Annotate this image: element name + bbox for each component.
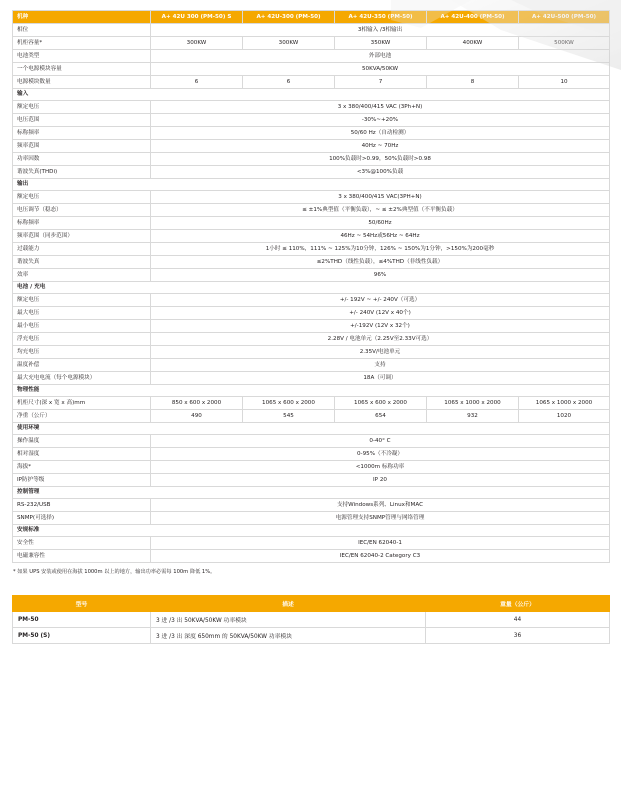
spec-section-row bbox=[13, 179, 610, 191]
spec-row-label: 谐波失真 bbox=[13, 256, 151, 269]
spec-row-value: ≤ ±1%典型值（平衡负载），~ ≤ ±2%典型值（不平衡负载） bbox=[151, 204, 610, 217]
spec-row-value: ≤2%THD（线性负载），≤4%THD（非线性负载） bbox=[151, 256, 610, 269]
spec-row bbox=[13, 435, 610, 448]
spec-row-value: 932 bbox=[427, 410, 519, 423]
spec-row-value: 490 bbox=[151, 410, 243, 423]
spec-row-label: 电压调节（稳态） bbox=[13, 204, 151, 217]
spec-row-label: 最大电压 bbox=[13, 307, 151, 320]
spec-row-label: 最小电压 bbox=[13, 320, 151, 333]
spec-row-label: 额定电压 bbox=[13, 101, 151, 114]
spec-header-cell: A+ 42U-400 (PM-50) bbox=[427, 11, 519, 24]
spec-row-value: 2.28V / 电池单元（2.25V至2.33V可选） bbox=[151, 333, 610, 346]
spec-row-label: 功率因数 bbox=[13, 153, 151, 166]
spec-section-label: 输入 bbox=[13, 89, 610, 101]
spec-section-row bbox=[13, 282, 610, 294]
spec-header-cell: A+ 42U-300 (PM-50) bbox=[243, 11, 335, 24]
spec-row bbox=[13, 50, 610, 63]
spec-row-label: 浮充电压 bbox=[13, 333, 151, 346]
spec-row bbox=[13, 474, 610, 487]
spec-row-label: 机柜尺寸(深 x 宽 x 高)mm bbox=[13, 397, 151, 410]
spec-row-value: <1000m 标称功率 bbox=[151, 461, 610, 474]
spec-row-value: 500KW bbox=[519, 37, 610, 50]
model-weight: 44 bbox=[426, 612, 610, 628]
model-table-body bbox=[13, 596, 610, 644]
spec-row bbox=[13, 294, 610, 307]
spec-section-row bbox=[13, 385, 610, 397]
spec-row bbox=[13, 333, 610, 346]
spec-row-value: 1065 x 1000 x 2000 bbox=[519, 397, 610, 410]
spec-row bbox=[13, 191, 610, 204]
spec-row-value: 40Hz ~ 70Hz bbox=[151, 140, 610, 153]
spec-row-label: 额定电压 bbox=[13, 191, 151, 204]
spec-section-row bbox=[13, 89, 610, 101]
spec-row-label: 电源模块数量 bbox=[13, 76, 151, 89]
spec-row-label: 效率 bbox=[13, 269, 151, 282]
spec-row bbox=[13, 269, 610, 282]
spec-row bbox=[13, 512, 610, 525]
spec-row bbox=[13, 76, 610, 89]
spec-row bbox=[13, 550, 610, 563]
spec-row-value: 300KW bbox=[151, 37, 243, 50]
spec-row-value: 2.35V/电池单元 bbox=[151, 346, 610, 359]
spec-row-value: IEC/EN 62040-1 bbox=[151, 537, 610, 550]
spec-row-label: 操作温度 bbox=[13, 435, 151, 448]
spec-row-value: 1小时 ≤ 110%，111% ~ 125%为10分钟，126% ~ 150%为1分钟，>150%为200毫秒 bbox=[151, 243, 610, 256]
model-description: 3 进 /3 出 50KVA/50KW 功率模块 bbox=[151, 612, 426, 628]
spec-row bbox=[13, 448, 610, 461]
model-table bbox=[12, 595, 610, 644]
spec-row-label: 电池类型 bbox=[13, 50, 151, 63]
spec-row bbox=[13, 24, 610, 37]
spec-row-value: 46Hz ~ 54Hz或56Hz ~ 64Hz bbox=[151, 230, 610, 243]
spec-table-header-row bbox=[13, 11, 610, 24]
spec-row-label: IP防护等级 bbox=[13, 474, 151, 487]
spec-row-value: 300KW bbox=[243, 37, 335, 50]
spec-row-value: IP 20 bbox=[151, 474, 610, 487]
spec-row-value: +/- 192V ~ +/- 240V（可选） bbox=[151, 294, 610, 307]
spec-row bbox=[13, 63, 610, 76]
spec-section-label: 安规标准 bbox=[13, 525, 610, 537]
spec-row bbox=[13, 410, 610, 423]
spec-row-label: RS-232/USB bbox=[13, 499, 151, 512]
spec-row-label: 标称频率 bbox=[13, 127, 151, 140]
spec-row bbox=[13, 359, 610, 372]
spec-row bbox=[13, 230, 610, 243]
spec-row-label: 谐波失真(THDi) bbox=[13, 166, 151, 179]
spec-row-value: -30%~+20% bbox=[151, 114, 610, 127]
spec-section-row bbox=[13, 487, 610, 499]
spec-row bbox=[13, 499, 610, 512]
spec-section-label: 电池 / 充电 bbox=[13, 282, 610, 294]
spec-row-value: 50KVA/50KW bbox=[151, 63, 610, 76]
spec-row-label: 过载能力 bbox=[13, 243, 151, 256]
spec-row-value: 6 bbox=[243, 76, 335, 89]
spec-row bbox=[13, 37, 610, 50]
spec-row-value: 96% bbox=[151, 269, 610, 282]
spec-row-value: 400KW bbox=[427, 37, 519, 50]
spec-row bbox=[13, 140, 610, 153]
model-header-cell: 型号 bbox=[13, 596, 151, 612]
spec-row-value: 545 bbox=[243, 410, 335, 423]
spec-row-label: 电压范围 bbox=[13, 114, 151, 127]
spec-row-value: +/- 240V (12V x 40个) bbox=[151, 307, 610, 320]
spec-row-value: 350KW bbox=[335, 37, 427, 50]
spec-row-value: 1065 x 600 x 2000 bbox=[243, 397, 335, 410]
specification-table bbox=[12, 10, 610, 563]
spec-row-value: 0-95%（不冷凝） bbox=[151, 448, 610, 461]
spec-row bbox=[13, 256, 610, 269]
spec-row-value: 支持Windows系列、Linux和MAC bbox=[151, 499, 610, 512]
spec-row-label: SNMP(可选择) bbox=[13, 512, 151, 525]
spec-row-label: 温度补偿 bbox=[13, 359, 151, 372]
table-row bbox=[13, 628, 610, 644]
spec-row bbox=[13, 114, 610, 127]
spec-row-label: 安全性 bbox=[13, 537, 151, 550]
spec-row-value: 3相输入 /3相输出 bbox=[151, 24, 610, 37]
spec-row-value: 8 bbox=[427, 76, 519, 89]
spec-row-label: 频率范围 bbox=[13, 140, 151, 153]
spec-row-label: 均充电压 bbox=[13, 346, 151, 359]
spec-row-value: 外部电池 bbox=[151, 50, 610, 63]
spec-row-label: 最大充电电流（每个电源模块） bbox=[13, 372, 151, 385]
model-code: PM-50 (S) bbox=[13, 628, 151, 644]
spec-row-label: 海拔* bbox=[13, 461, 151, 474]
spec-row bbox=[13, 243, 610, 256]
spec-header-cell: 机种 bbox=[13, 11, 151, 24]
table-row bbox=[13, 612, 610, 628]
spec-row bbox=[13, 217, 610, 230]
model-weight: 36 bbox=[426, 628, 610, 644]
spec-row bbox=[13, 166, 610, 179]
spec-row-value: 3 x 380/400/415 VAC (3Ph+N) bbox=[151, 101, 610, 114]
spec-header-cell: A+ 42U-500 (PM-50) bbox=[519, 11, 610, 24]
spec-row bbox=[13, 320, 610, 333]
spec-row-value: 电源管理支持SNMP管理与网络管理 bbox=[151, 512, 610, 525]
spec-section-label: 输出 bbox=[13, 179, 610, 191]
spec-table-body bbox=[13, 11, 610, 563]
spec-row bbox=[13, 346, 610, 359]
spec-header-cell: A+ 42U 300 (PM-50) S bbox=[151, 11, 243, 24]
spec-row-label: 相对湿度 bbox=[13, 448, 151, 461]
spec-row-value: 1065 x 600 x 2000 bbox=[335, 397, 427, 410]
spec-row-value: IEC/EN 62040-2 Category C3 bbox=[151, 550, 610, 563]
spec-row-value: <3%@100%负载 bbox=[151, 166, 610, 179]
spec-row-value: 6 bbox=[151, 76, 243, 89]
spec-row-value: 50/60Hz bbox=[151, 217, 610, 230]
spec-section-row bbox=[13, 525, 610, 537]
model-header-cell: 重量（公斤） bbox=[426, 596, 610, 612]
spec-row bbox=[13, 204, 610, 217]
spec-row bbox=[13, 307, 610, 320]
spec-row-label: 额定电压 bbox=[13, 294, 151, 307]
spec-row-value: 1065 x 1000 x 2000 bbox=[427, 397, 519, 410]
spec-row-value: +/-192V (12V x 32个) bbox=[151, 320, 610, 333]
spec-section-label: 控制管理 bbox=[13, 487, 610, 499]
spec-row bbox=[13, 397, 610, 410]
spec-row-value: 支持 bbox=[151, 359, 610, 372]
spec-row-value: 7 bbox=[335, 76, 427, 89]
spec-row-label: 相位 bbox=[13, 24, 151, 37]
spec-row-label: 标称频率 bbox=[13, 217, 151, 230]
spec-row-value: 3 x 380/400/415 VAC(3PH+N) bbox=[151, 191, 610, 204]
spec-row-value: 100%负载时>0.99，50%负载时>0.98 bbox=[151, 153, 610, 166]
spec-row-label: 一个电源模块容量 bbox=[13, 63, 151, 76]
spec-row bbox=[13, 461, 610, 474]
spec-row-value: 0-40° C bbox=[151, 435, 610, 448]
spec-row-label: 机柜容量* bbox=[13, 37, 151, 50]
spec-row-value: 654 bbox=[335, 410, 427, 423]
spec-row-label: 净重（公斤） bbox=[13, 410, 151, 423]
spec-footnote: * 如果 UPS 安装或使用在海拔 1000m 以上的地方，输出功率必需每 100m 降低 1%。 bbox=[13, 569, 216, 575]
spec-row bbox=[13, 127, 610, 140]
spec-row-value: 1020 bbox=[519, 410, 610, 423]
spec-row-value: 18A（可调） bbox=[151, 372, 610, 385]
spec-section-label: 使用环境 bbox=[13, 423, 610, 435]
spec-row-label: 频率范围（同步范围） bbox=[13, 230, 151, 243]
spec-row bbox=[13, 372, 610, 385]
model-header-cell: 描述 bbox=[151, 596, 426, 612]
spec-section-row bbox=[13, 423, 610, 435]
spec-row bbox=[13, 101, 610, 114]
model-table-header-row bbox=[13, 596, 610, 612]
model-code: PM-50 bbox=[13, 612, 151, 628]
spec-row bbox=[13, 537, 610, 550]
spec-row-value: 10 bbox=[519, 76, 610, 89]
spec-row bbox=[13, 153, 610, 166]
spec-header-cell: A+ 42U-350 (PM-50) bbox=[335, 11, 427, 24]
spec-row-value: 850 x 600 x 2000 bbox=[151, 397, 243, 410]
model-description: 3 进 /3 出 深度 650mm 的 50KVA/50KW 功率模块 bbox=[151, 628, 426, 644]
spec-row-value: 50/60 Hz（自动检测） bbox=[151, 127, 610, 140]
spec-section-label: 物理性能 bbox=[13, 385, 610, 397]
spec-row-label: 电磁兼容性 bbox=[13, 550, 151, 563]
